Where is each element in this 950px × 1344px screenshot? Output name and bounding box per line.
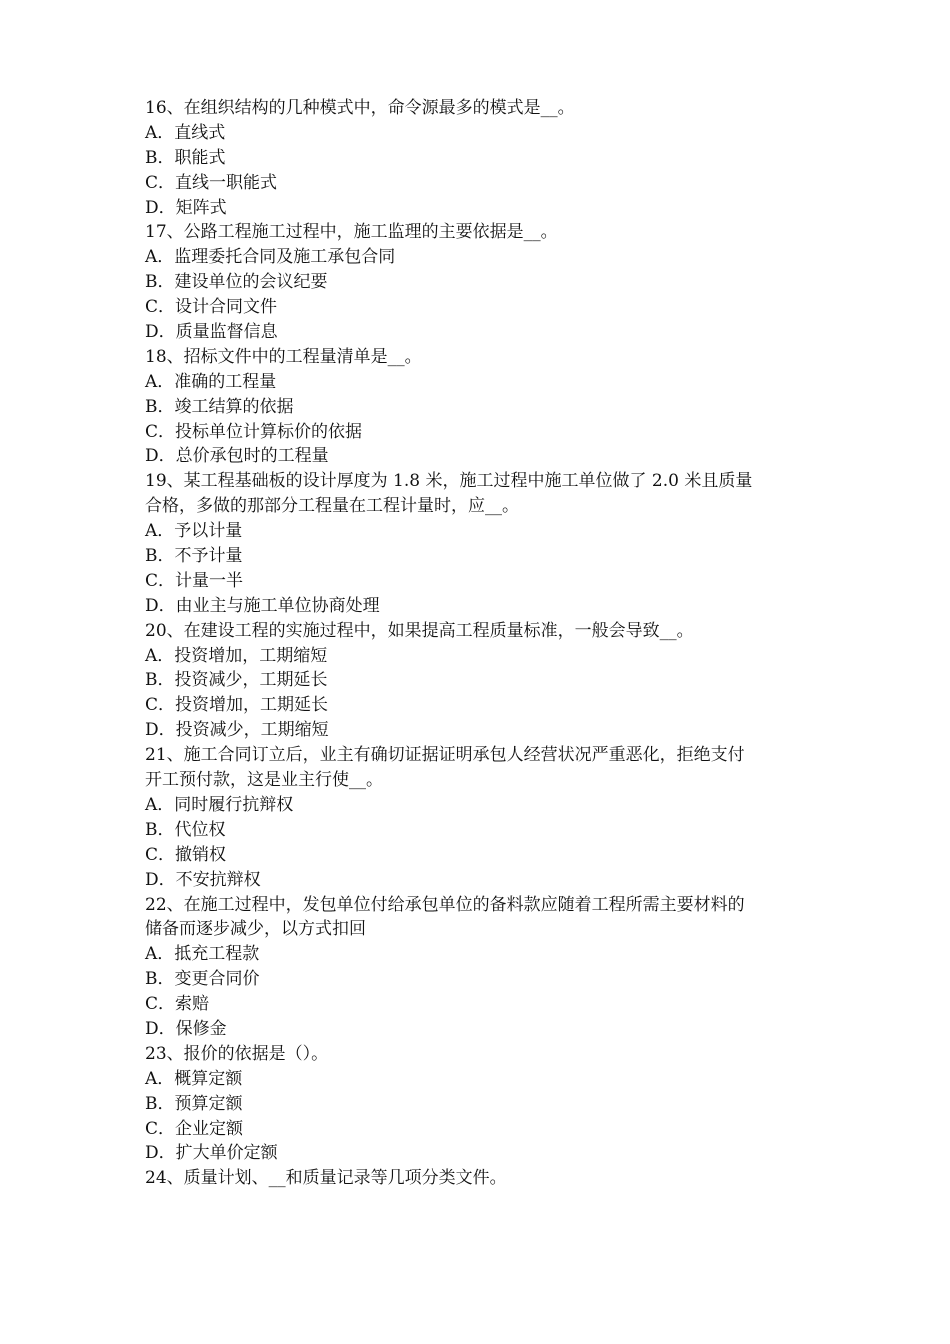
question-stem: 22、在施工过程中，发包单位付给承包单位的备料款应随着工程所需主要材料的 — [145, 894, 745, 915]
answer-option: D．保修金 — [145, 1018, 227, 1039]
question-block — [145, 345, 815, 469]
answer-option: C．设计合同文件 — [145, 297, 278, 318]
question-block — [145, 893, 815, 1042]
question-block — [145, 619, 815, 743]
question-block — [145, 220, 815, 344]
question-stem: 合格，多做的那部分工程量在工程计量时，应__。 — [145, 496, 519, 517]
question-stem: 21、施工合同订立后，业主有确切证据证明承包人经营状况严重恶化，拒绝支付 — [145, 745, 745, 766]
answer-option: A．概算定额 — [145, 1068, 243, 1089]
answer-option: B．投资减少，工期延长 — [145, 670, 328, 691]
answer-option: B．不予计量 — [145, 546, 243, 567]
question-block — [145, 743, 815, 892]
answer-option: A．准确的工程量 — [145, 371, 277, 392]
answer-option: B．竣工结算的依据 — [145, 396, 294, 417]
question-stem: 16、在组织结构的几种模式中，命令源最多的模式是__。 — [145, 98, 575, 118]
answer-option: C．投资增加，工期延长 — [145, 695, 329, 716]
question-stem: 23、报价的依据是（）。 — [145, 1043, 329, 1064]
answer-option: B．职能式 — [145, 147, 226, 168]
answer-option: C．企业定额 — [145, 1118, 244, 1139]
question-block — [145, 1042, 815, 1166]
answer-option: C．直线一职能式 — [145, 172, 278, 193]
question-block — [145, 1166, 815, 1191]
answer-option: D．投资减少，工期缩短 — [145, 720, 329, 741]
question-stem: 储备而逐步减少，以方式扣回 — [145, 919, 366, 940]
answer-option: A．予以计量 — [145, 521, 243, 542]
question-list — [145, 96, 815, 1191]
answer-option: B．建设单位的会议纪要 — [145, 272, 328, 293]
question-stem: 20、在建设工程的实施过程中，如果提高工程质量标准，一般会导致__。 — [145, 620, 694, 641]
question-stem: 24、质量计划、__和质量记录等几项分类文件。 — [145, 1168, 507, 1189]
answer-option: C．索赔 — [145, 994, 210, 1015]
answer-option: D．总价承包时的工程量 — [145, 446, 329, 467]
answer-option: A．抵充工程款 — [145, 944, 260, 965]
question-block — [145, 96, 815, 220]
answer-option: D．由业主与施工单位协商处理 — [145, 595, 380, 616]
answer-option: D．质量监督信息 — [145, 322, 278, 343]
question-stem: 开工预付款，这是业主行使__。 — [145, 770, 383, 791]
answer-option: A．投资增加，工期缩短 — [145, 645, 328, 666]
answer-option: D．扩大单价定额 — [145, 1143, 278, 1164]
question-block — [145, 469, 815, 618]
answer-option: B．变更合同价 — [145, 969, 260, 990]
answer-option: C．计量一半 — [145, 570, 244, 591]
question-stem: 17、公路工程施工过程中，施工监理的主要依据是__。 — [145, 222, 558, 243]
answer-option: C．投标单位计算标价的依据 — [145, 421, 363, 442]
answer-option: A．同时履行抗辩权 — [145, 794, 294, 815]
answer-option: D．矩阵式 — [145, 197, 227, 218]
question-stem: 18、招标文件中的工程量清单是__。 — [145, 346, 422, 367]
answer-option: C．撤销权 — [145, 844, 227, 865]
answer-option: A．监理委托合同及施工承包合同 — [145, 247, 396, 268]
answer-option: B．预算定额 — [145, 1093, 243, 1114]
answer-option: B．代位权 — [145, 819, 226, 840]
answer-option: A．直线式 — [145, 122, 226, 143]
answer-option: D．不安抗辩权 — [145, 869, 261, 890]
question-stem: 19、某工程基础板的设计厚度为 1.8 米，施工过程中施工单位做了 2.0 米且质量 — [145, 471, 753, 492]
